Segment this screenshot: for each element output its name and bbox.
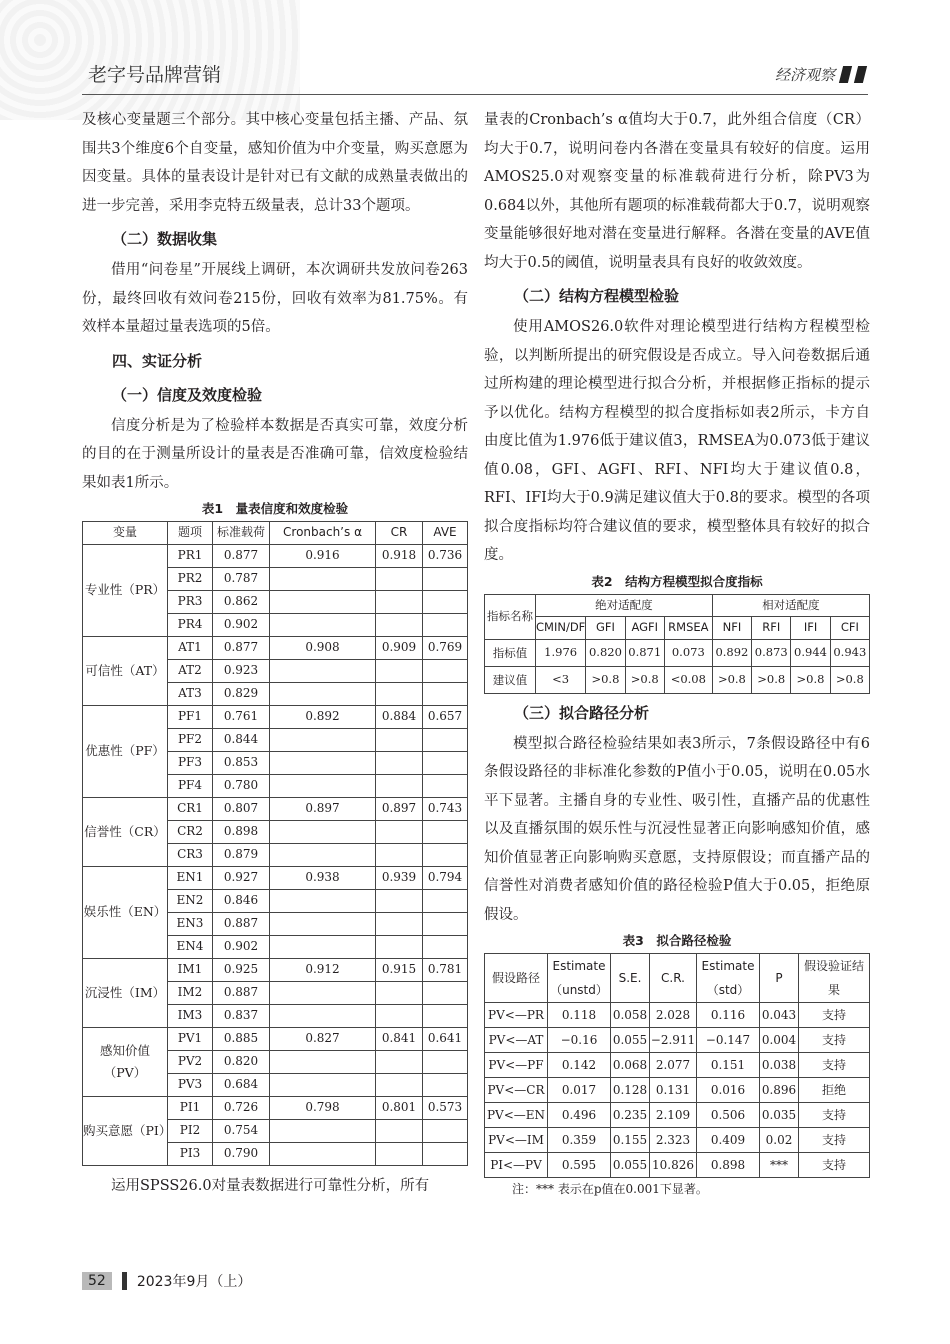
table-row xyxy=(485,1078,870,1103)
table3-caption: 表3 拟合路径检验 xyxy=(622,933,732,948)
variable-cell: 可信性（AT） xyxy=(83,636,168,705)
path-cell: PV<—AT xyxy=(485,1028,548,1053)
right-column xyxy=(484,106,870,1200)
empty-cell xyxy=(423,613,468,636)
table-row xyxy=(83,1027,468,1050)
empty-cell xyxy=(423,935,468,958)
table-header: 相对适配度 xyxy=(712,594,869,617)
table-cell: 0.871 xyxy=(625,639,664,666)
ave-cell: 0.781 xyxy=(423,958,468,981)
table-row xyxy=(83,1096,468,1119)
variable-cell: 感知价值（PV） xyxy=(83,1027,168,1096)
empty-cell xyxy=(376,843,423,866)
empty-cell xyxy=(423,590,468,613)
cr-cell: 0.939 xyxy=(376,866,423,889)
table-row xyxy=(485,1003,870,1028)
alpha-cell: 0.897 xyxy=(270,797,376,820)
issue-date: 2023年9月（上） xyxy=(136,1274,252,1290)
loading-cell: 0.927 xyxy=(213,866,270,889)
empty-cell xyxy=(376,751,423,774)
empty-cell xyxy=(423,1050,468,1073)
path-cell: PV<—PF xyxy=(485,1053,548,1078)
item-cell: AT1 xyxy=(168,636,213,659)
table-cell: 0.038 xyxy=(760,1053,799,1078)
table-cell: 0.892 xyxy=(712,639,751,666)
path-cell: PV<—EN xyxy=(485,1103,548,1128)
empty-cell xyxy=(423,981,468,1004)
table-cell: 0.896 xyxy=(760,1078,799,1103)
empty-cell xyxy=(423,774,468,797)
table-cell: 支持 xyxy=(799,1053,870,1078)
empty-cell xyxy=(376,774,423,797)
empty-cell xyxy=(423,1073,468,1096)
table-header: CR xyxy=(376,522,423,545)
table-cell: −2.911 xyxy=(650,1028,697,1053)
ave-cell: 0.794 xyxy=(423,866,468,889)
table-cell: 0.898 xyxy=(697,1153,760,1178)
item-cell: CR2 xyxy=(168,820,213,843)
item-cell: PF4 xyxy=(168,774,213,797)
table2 xyxy=(484,594,870,694)
paragraph: 运用SPSS26.0对量表数据进行可靠性分析，所有 xyxy=(111,1177,430,1194)
empty-cell xyxy=(423,889,468,912)
loading-cell: 0.879 xyxy=(213,843,270,866)
loading-cell: 0.898 xyxy=(213,820,270,843)
alpha-cell: 0.827 xyxy=(270,1027,376,1050)
table-header: RFI xyxy=(752,617,791,640)
table-cell: 0.359 xyxy=(548,1128,611,1153)
table3 xyxy=(484,953,870,1178)
item-cell: PR3 xyxy=(168,590,213,613)
empty-cell xyxy=(376,659,423,682)
loading-cell: 0.925 xyxy=(213,958,270,981)
alpha-cell: 0.908 xyxy=(270,636,376,659)
table-cell: 0.409 xyxy=(697,1128,760,1153)
loading-cell: 0.923 xyxy=(213,659,270,682)
table-cell: *** xyxy=(760,1153,799,1178)
loading-cell: 0.862 xyxy=(213,590,270,613)
loading-cell: 0.780 xyxy=(213,774,270,797)
loading-cell: 0.887 xyxy=(213,912,270,935)
item-cell: PF2 xyxy=(168,728,213,751)
empty-cell xyxy=(423,1119,468,1142)
section-heading: 四、实证分析 xyxy=(112,351,203,370)
alpha-cell: 0.938 xyxy=(270,866,376,889)
table-cell: 0.118 xyxy=(548,1003,611,1028)
path-cell: PV<—CR xyxy=(485,1078,548,1103)
table-cell: 0.004 xyxy=(760,1028,799,1053)
empty-cell xyxy=(270,889,376,912)
section-heading: （三）拟合路径分析 xyxy=(514,703,650,722)
empty-cell xyxy=(270,981,376,1004)
table-row xyxy=(83,797,468,820)
table-header: 假设路径 xyxy=(485,954,548,1003)
table-row xyxy=(485,1028,870,1053)
cr-cell: 0.909 xyxy=(376,636,423,659)
item-cell: PV1 xyxy=(168,1027,213,1050)
empty-cell xyxy=(423,751,468,774)
table-cell: 0.155 xyxy=(611,1128,650,1153)
item-cell: EN3 xyxy=(168,912,213,935)
table-cell: >0.8 xyxy=(791,666,830,693)
loading-cell: 0.887 xyxy=(213,981,270,1004)
paragraph: 使用AMOS26.0软件对理论模型进行结构方程模型检验，以判断所提出的研究假设是否成立。导入问卷数据后通过所构建的理论模型进行拟合分析，并根据修正指标的提示予以优化。结构方程模型的拟合度指标如表2所示，卡方自由度比值为1.976低于建议值3，RMSEA为0.073低于建议值0.08，GFI、AGFI、RFI、NFI均大于建议值0.8， RFI、IFI均大于0.9满足建议值大于0.8的要求。模型的各项拟合度指标均符合建议值的要求，模型整体具有较好的拟合度。 xyxy=(484,319,870,563)
loading-cell: 0.820 xyxy=(213,1050,270,1073)
alpha-cell: 0.916 xyxy=(270,544,376,567)
item-cell: PR1 xyxy=(168,544,213,567)
table-cell: 0.131 xyxy=(650,1078,697,1103)
ave-cell: 0.736 xyxy=(423,544,468,567)
table-cell: >0.8 xyxy=(625,666,664,693)
table-header: 假设验证结果 xyxy=(799,954,870,1003)
table-cell: 0.944 xyxy=(791,639,830,666)
item-cell: PV3 xyxy=(168,1073,213,1096)
table-cell: 0.016 xyxy=(697,1078,760,1103)
loading-cell: 0.787 xyxy=(213,567,270,590)
page-number: 52 xyxy=(82,1272,112,1290)
variable-cell: 专业性（PR） xyxy=(83,544,168,636)
empty-cell xyxy=(423,567,468,590)
loading-cell: 0.790 xyxy=(213,1142,270,1165)
loading-cell: 0.684 xyxy=(213,1073,270,1096)
alpha-cell: 0.892 xyxy=(270,705,376,728)
table1-caption: 表1 量表信度和效度检验 xyxy=(201,501,349,516)
table-header: AVE xyxy=(423,522,468,545)
table-cell: 0.128 xyxy=(611,1078,650,1103)
item-cell: CR3 xyxy=(168,843,213,866)
item-cell: IM1 xyxy=(168,958,213,981)
table-row xyxy=(485,1153,870,1178)
table-cell: 0.496 xyxy=(548,1103,611,1128)
table-header: RMSEA xyxy=(664,617,712,640)
table-cell: 0.873 xyxy=(752,639,791,666)
table-row xyxy=(83,958,468,981)
alpha-cell: 0.798 xyxy=(270,1096,376,1119)
table-row xyxy=(485,1128,870,1153)
table1-body xyxy=(83,544,468,1165)
loading-cell: 0.844 xyxy=(213,728,270,751)
table-header: IFI xyxy=(791,617,830,640)
cr-cell: 0.801 xyxy=(376,1096,423,1119)
table-row xyxy=(83,705,468,728)
table-cell: 支持 xyxy=(799,1003,870,1028)
table-row xyxy=(485,666,870,693)
empty-cell xyxy=(376,1004,423,1027)
empty-cell xyxy=(376,981,423,1004)
table-header: C.R. xyxy=(650,954,697,1003)
empty-cell xyxy=(270,1073,376,1096)
table-header: Estimate（unstd） xyxy=(548,954,611,1003)
ave-cell: 0.657 xyxy=(423,705,468,728)
table-cell: 0.017 xyxy=(548,1078,611,1103)
paragraph: 模型拟合路径检验结果如表3所示，7条假设路径中有6条假设路径的非标准化参数的P值小于0.05，说明在0.05水平下显著。主播自身的专业性、吸引性，直播产品的优惠性以及直播氛围的娱乐性与沉浸性显著正向影响感知价值，感知价值显著正向影响购买意愿，支持原假设；而直播产品的信誉性对消费者感知价值的路径检验P值大于0.05，拒绝原假设。 xyxy=(484,735,870,923)
table-cell: 0.943 xyxy=(830,639,869,666)
empty-cell xyxy=(270,912,376,935)
table-cell: 支持 xyxy=(799,1153,870,1178)
item-cell: PV2 xyxy=(168,1050,213,1073)
path-cell: PV<—IM xyxy=(485,1128,548,1153)
loading-cell: 0.754 xyxy=(213,1119,270,1142)
table-cell: −0.16 xyxy=(548,1028,611,1053)
table-cell: >0.8 xyxy=(712,666,751,693)
table-cell: 1.976 xyxy=(536,639,586,666)
table-cell: 2.323 xyxy=(650,1128,697,1153)
ave-cell: 0.769 xyxy=(423,636,468,659)
empty-cell xyxy=(270,567,376,590)
table-header: S.E. xyxy=(611,954,650,1003)
empty-cell xyxy=(423,820,468,843)
table-header: CFI xyxy=(830,617,869,640)
footer-bar-icon xyxy=(122,1272,127,1290)
table-row xyxy=(83,544,468,567)
item-cell: PI3 xyxy=(168,1142,213,1165)
table-cell: 支持 xyxy=(799,1028,870,1053)
loading-cell: 0.885 xyxy=(213,1027,270,1050)
paragraph: 量表的Cronbach’s α值均大于0.7，此外组合信度（CR）均大于0.7，说明问卷内各潜在变量具有较好的信度。运用AMOS25.0对观察变量的标准载荷进行分析，除PV3为0.684以外，其他所有题项的标准载荷都大于0.7，说明观察变量能够很好地对潜在变量进行解释。各潜在变量的AVE值均大于0.5的阈值，说明量表具有良好的收敛效度。 xyxy=(484,112,870,271)
loading-cell: 0.877 xyxy=(213,544,270,567)
item-cell: PR4 xyxy=(168,613,213,636)
table-cell: 0.595 xyxy=(548,1153,611,1178)
item-cell: EN1 xyxy=(168,866,213,889)
empty-cell xyxy=(423,659,468,682)
empty-cell xyxy=(423,1142,468,1165)
table-header: CMIN/DF xyxy=(536,617,586,640)
table-cell: 2.109 xyxy=(650,1103,697,1128)
path-cell: PI<—PV xyxy=(485,1153,548,1178)
item-cell: CR1 xyxy=(168,797,213,820)
item-cell: IM3 xyxy=(168,1004,213,1027)
empty-cell xyxy=(376,1119,423,1142)
empty-cell xyxy=(270,843,376,866)
cr-cell: 0.884 xyxy=(376,705,423,728)
table-cell: 2.077 xyxy=(650,1053,697,1078)
table-header: 绝对适配度 xyxy=(536,594,713,617)
variable-cell: 购买意愿（PI） xyxy=(83,1096,168,1165)
ave-cell: 0.743 xyxy=(423,797,468,820)
empty-cell xyxy=(270,613,376,636)
empty-cell xyxy=(423,682,468,705)
loading-cell: 0.902 xyxy=(213,935,270,958)
table-cell: 0.235 xyxy=(611,1103,650,1128)
table-header: AGFI xyxy=(625,617,664,640)
cr-cell: 0.918 xyxy=(376,544,423,567)
item-cell: EN2 xyxy=(168,889,213,912)
table-row xyxy=(83,636,468,659)
loading-cell: 0.726 xyxy=(213,1096,270,1119)
table-cell: 0.820 xyxy=(586,639,625,666)
empty-cell xyxy=(270,590,376,613)
empty-cell xyxy=(376,820,423,843)
running-title: 老字号品牌营销 xyxy=(88,64,222,86)
loading-cell: 0.837 xyxy=(213,1004,270,1027)
table-cell: 0.506 xyxy=(697,1103,760,1128)
table-header: Estimate（std） xyxy=(697,954,760,1003)
variable-cell: 沉浸性（IM） xyxy=(83,958,168,1027)
page-footer xyxy=(82,1271,251,1291)
empty-cell xyxy=(270,751,376,774)
variable-cell: 优惠性（PF） xyxy=(83,705,168,797)
table-cell: >0.8 xyxy=(586,666,625,693)
item-cell: PF3 xyxy=(168,751,213,774)
loading-cell: 0.829 xyxy=(213,682,270,705)
header-bar-icon xyxy=(854,66,867,83)
empty-cell xyxy=(270,1050,376,1073)
alpha-cell: 0.912 xyxy=(270,958,376,981)
table-cell: 拒绝 xyxy=(799,1078,870,1103)
table-row xyxy=(485,639,870,666)
cr-cell: 0.915 xyxy=(376,958,423,981)
table-cell: 0.142 xyxy=(548,1053,611,1078)
empty-cell xyxy=(376,728,423,751)
empty-cell xyxy=(376,682,423,705)
ave-cell: 0.641 xyxy=(423,1027,468,1050)
table-cell: >0.8 xyxy=(830,666,869,693)
table-cell: 0.043 xyxy=(760,1003,799,1028)
empty-cell xyxy=(270,659,376,682)
paragraph: 信度分析是为了检验样本数据是否真实可靠，效度分析的目的在于测量所设计的量表是否准确可靠，信效度检验结果如表1所示。 xyxy=(82,417,468,491)
table-header: 题项 xyxy=(168,522,213,545)
table-cell: 0.055 xyxy=(611,1153,650,1178)
table1 xyxy=(82,521,468,1166)
item-cell: AT3 xyxy=(168,682,213,705)
empty-cell xyxy=(270,682,376,705)
table-header: GFI xyxy=(586,617,625,640)
left-column xyxy=(82,106,468,1200)
empty-cell xyxy=(270,774,376,797)
empty-cell xyxy=(376,889,423,912)
empty-cell xyxy=(376,567,423,590)
empty-cell xyxy=(423,728,468,751)
table-cell: 0.02 xyxy=(760,1128,799,1153)
cr-cell: 0.897 xyxy=(376,797,423,820)
empty-cell xyxy=(376,912,423,935)
paragraph: 借用“问卷星”开展线上调研，本次调研共发放问卷263份，最终回收有效问卷215份，回收有效率为81.75%。有效样本量超过量表选项的5倍。 xyxy=(82,262,468,335)
variable-cell: 信誉性（CR） xyxy=(83,797,168,866)
item-cell: EN4 xyxy=(168,935,213,958)
table-row xyxy=(83,866,468,889)
table-row xyxy=(485,1053,870,1078)
table-cell: 0.068 xyxy=(611,1053,650,1078)
empty-cell xyxy=(376,613,423,636)
table-header: 变量 xyxy=(83,522,168,545)
table-cell: <3 xyxy=(536,666,586,693)
section-heading: （二）结构方程模型检验 xyxy=(514,287,680,305)
section-label xyxy=(775,64,865,85)
table-cell: 2.028 xyxy=(650,1003,697,1028)
empty-cell xyxy=(270,1142,376,1165)
paragraph: 及核心变量题三个部分。其中核心变量包括主播、产品、氛围共3个维度6个自变量，感知价值为中介变量，购买意愿为因变量。具体的量表设计是针对已有文献的成熟量表做出的进一步完善，采用李克特五级量表，总计33个题项。 xyxy=(82,112,468,214)
section-heading: （二）数据收集 xyxy=(112,230,218,248)
item-cell: PF1 xyxy=(168,705,213,728)
loading-cell: 0.877 xyxy=(213,636,270,659)
table2-caption: 表2 结构方程模型拟合度指标 xyxy=(591,573,763,589)
row-label: 建议值 xyxy=(485,666,536,693)
table3-body xyxy=(485,1003,870,1178)
table-header: Cronbach’s α xyxy=(270,522,376,545)
loading-cell: 0.853 xyxy=(213,751,270,774)
table-cell: 支持 xyxy=(799,1128,870,1153)
table-row xyxy=(485,1103,870,1128)
empty-cell xyxy=(270,1004,376,1027)
header-divider xyxy=(82,94,868,95)
empty-cell xyxy=(376,1050,423,1073)
item-cell: PR2 xyxy=(168,567,213,590)
table-cell: −0.147 xyxy=(697,1028,760,1053)
empty-cell xyxy=(270,820,376,843)
section-heading: （一）信度及效度检验 xyxy=(112,385,263,404)
ave-cell: 0.573 xyxy=(423,1096,468,1119)
table-header: NFI xyxy=(712,617,751,640)
table-cell: 0.055 xyxy=(611,1028,650,1053)
table-header: P xyxy=(760,954,799,1003)
loading-cell: 0.846 xyxy=(213,889,270,912)
item-cell: AT2 xyxy=(168,659,213,682)
item-cell: PI2 xyxy=(168,1119,213,1142)
empty-cell xyxy=(270,728,376,751)
table-cell: >0.8 xyxy=(752,666,791,693)
variable-cell: 娱乐性（EN） xyxy=(83,866,168,958)
empty-cell xyxy=(270,1119,376,1142)
table-cell: 支持 xyxy=(799,1103,870,1128)
item-cell: PI1 xyxy=(168,1096,213,1119)
item-cell: IM2 xyxy=(168,981,213,1004)
table-cell: 10.826 xyxy=(650,1153,697,1178)
table-cell: 0.116 xyxy=(697,1003,760,1028)
empty-cell xyxy=(423,843,468,866)
table-cell: 0.151 xyxy=(697,1053,760,1078)
empty-cell xyxy=(376,935,423,958)
header-bar-icon xyxy=(839,66,852,83)
loading-cell: 0.807 xyxy=(213,797,270,820)
empty-cell xyxy=(376,590,423,613)
section-name: 经济观察 xyxy=(774,66,835,84)
empty-cell xyxy=(376,1073,423,1096)
loading-cell: 0.902 xyxy=(213,613,270,636)
table-header: 标准载荷 xyxy=(213,522,270,545)
path-cell: PV<—PR xyxy=(485,1003,548,1028)
loading-cell: 0.761 xyxy=(213,705,270,728)
empty-cell xyxy=(423,912,468,935)
table-cell: 0.073 xyxy=(664,639,712,666)
empty-cell xyxy=(270,935,376,958)
table-header: 指标名称 xyxy=(485,594,536,639)
table-cell: 0.058 xyxy=(611,1003,650,1028)
table-cell: 0.035 xyxy=(760,1103,799,1128)
empty-cell xyxy=(423,1004,468,1027)
table-note: 注：*** 表示在p值在0.001下显著。 xyxy=(512,1182,708,1196)
cr-cell: 0.841 xyxy=(376,1027,423,1050)
row-label: 指标值 xyxy=(485,639,536,666)
table-cell: <0.08 xyxy=(664,666,712,693)
empty-cell xyxy=(376,1142,423,1165)
